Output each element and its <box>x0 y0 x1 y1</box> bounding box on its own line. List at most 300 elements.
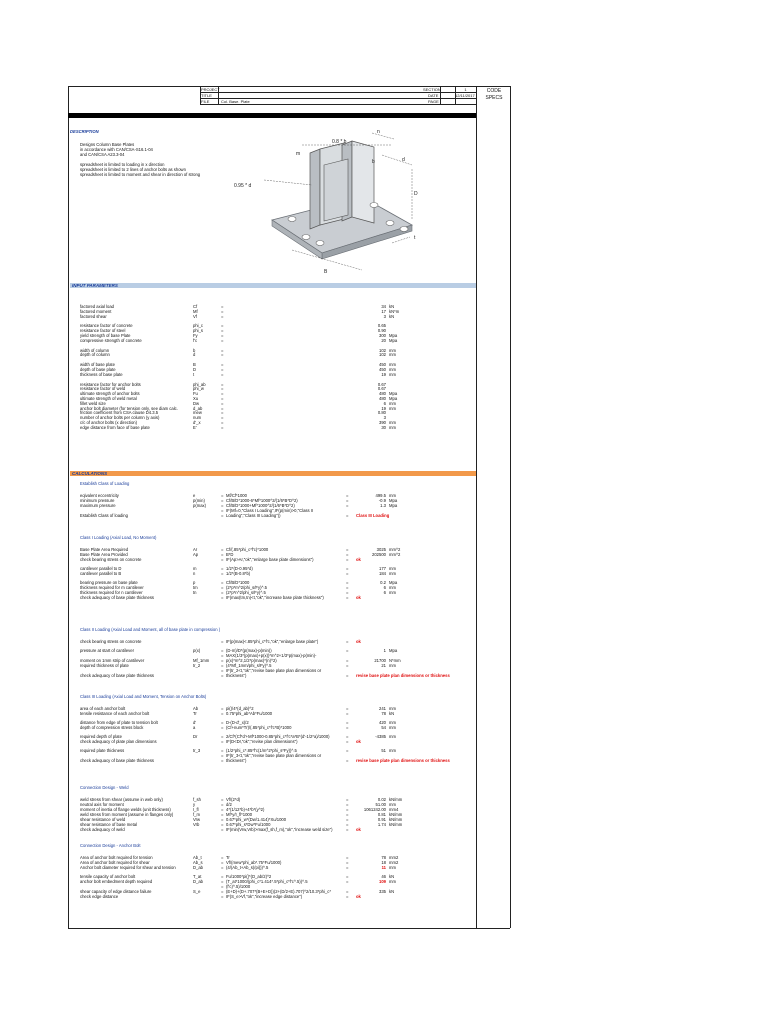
row-equals: = <box>221 802 224 807</box>
row-symbol: tr_2 <box>193 663 201 668</box>
row-unit: mm <box>389 571 396 576</box>
row-value: 390 <box>379 420 386 425</box>
row-value: -0.9 <box>378 498 386 503</box>
row-equals: = <box>221 424 224 430</box>
row-unit: mm <box>389 720 396 725</box>
row-equals: = <box>221 580 224 585</box>
row-unit: kN/mm <box>389 817 403 822</box>
row-equals-result: = <box>346 827 349 832</box>
row-symbol: d <box>193 352 196 358</box>
row-equals: = <box>221 884 224 889</box>
row-symbol: Fy <box>193 333 198 338</box>
row-unit: Mpa <box>389 396 398 401</box>
row-label: c/c of anchor bolts (x direction) <box>80 420 138 425</box>
row-formula: 4*(1/12*b)+4*b*(y^2) <box>226 807 265 812</box>
row-label: tensile capacity of anchor bolt <box>80 874 136 879</box>
row-value: -4385 <box>375 734 386 739</box>
row-equals: = <box>221 879 224 884</box>
row-value: Class III Loading <box>356 513 390 518</box>
row-unit: Mpa <box>389 503 398 508</box>
row-value: 0.67 <box>377 386 386 392</box>
row-formula: (D-m)/D*(p(max)-p(min)) <box>226 648 272 653</box>
row-label: required plate thickness <box>80 748 125 753</box>
row-value: 109 <box>379 879 386 884</box>
row-value: 184 <box>379 571 386 576</box>
row-value: 17 <box>381 308 386 314</box>
row-label: Base Plate Area Required <box>80 547 129 552</box>
row-label: required thickness of plate <box>80 663 129 668</box>
row-unit: Mpa <box>389 648 398 653</box>
row-label: shear resistance of weld <box>80 817 126 822</box>
row-symbol: S_e <box>193 889 201 894</box>
row-label: cantilever parallel to B <box>80 571 122 576</box>
row-symbol: phi_s <box>193 328 204 334</box>
row-formula: (4*Mf_1mm/phi_s/Fy)^.5 <box>226 663 272 668</box>
row-label: thickness of base plate <box>80 371 123 377</box>
row-symbol: D_ab <box>193 879 204 884</box>
row-label: check bearing stress on concrete <box>80 639 142 644</box>
row-label: thickness required for n cantilever <box>80 590 143 595</box>
row-equals-result: = <box>346 797 349 802</box>
row-equals-result: = <box>346 590 349 595</box>
row-unit: kN <box>389 874 395 879</box>
row-unit: kN*m <box>389 308 400 314</box>
row-equals: = <box>221 313 224 319</box>
row-formula: Cf/B/D*1000+Mf*1000^2/(1/6*B*D^2) <box>226 503 295 508</box>
row-unit: mm <box>389 706 396 711</box>
row-equals: = <box>221 367 224 372</box>
row-equals: = <box>221 889 224 894</box>
row-equals: = <box>221 827 224 832</box>
row-label: check edge distance <box>80 894 119 899</box>
row-equals-result: = <box>346 566 349 571</box>
row-unit: mm <box>389 734 396 739</box>
row-symbol: tn <box>193 590 197 595</box>
page-label: PAGE <box>428 99 439 104</box>
row-equals: = <box>221 648 224 653</box>
row-equals-result: = <box>346 879 349 884</box>
row-unit: mm <box>389 590 396 595</box>
row-formula: IF(tr_2<t,"ok","revise base plate plan dimensions or <box>226 668 322 673</box>
row-equals-result: = <box>346 547 349 552</box>
row-formula: (E+D)+(D+.707*(B+E+D))(2+(D/2+E).707)^2/10.3*phi_c* <box>226 889 331 894</box>
row-formula: IF(Mf=0,"Class I Loading",IF(p(min)>0,"Class II <box>226 508 314 513</box>
fig-m-label: m <box>296 151 301 157</box>
row-value: 34 <box>381 304 386 309</box>
row-label: moment of inertia of flange welds (unit thickness) <box>80 807 171 812</box>
row-symbol: Ab <box>193 706 199 711</box>
row-symbol: y <box>193 802 196 807</box>
row-value: 6 <box>383 590 386 595</box>
row-formula: Mf*y/I_fl*1000 <box>226 812 253 817</box>
row-equals: = <box>221 585 224 590</box>
row-value: 54 <box>381 725 386 730</box>
row-label: check adequacy of base plate thickness <box>80 673 155 678</box>
row-equals: = <box>221 595 224 600</box>
row-value: 21 <box>381 663 386 668</box>
row-equals-result: = <box>346 894 349 899</box>
bottom-border <box>68 928 510 929</box>
row-label: neutral axis for moment <box>80 802 124 807</box>
row-symbol: Ab_s <box>193 860 203 865</box>
project-label: PROJECT <box>201 87 220 92</box>
row-equals-result: = <box>346 817 349 822</box>
row-equals: = <box>221 503 224 508</box>
row-symbol: a <box>193 725 196 730</box>
row-equals-result: = <box>346 748 349 753</box>
row-value: 3 <box>383 313 386 319</box>
row-symbol: f_m <box>193 812 200 817</box>
section-label: SECTION <box>423 87 441 92</box>
row-value: 0.81 <box>377 812 386 817</box>
row-label: check bearing stress on concrete <box>80 557 142 562</box>
row-symbol: num <box>193 415 202 421</box>
row-equals-result: = <box>346 720 349 725</box>
row-equals: = <box>221 352 224 358</box>
row-symbol: b <box>193 347 196 353</box>
fig-top-label: 0.8 * b <box>332 139 347 145</box>
row-unit: mm <box>389 585 396 590</box>
row-symbol: Mf <box>193 308 198 314</box>
row-symbol: D <box>193 367 197 372</box>
row-equals: = <box>221 386 224 392</box>
row-value: 0.02 <box>377 797 386 802</box>
row-label: resistance factor of steel <box>80 328 126 334</box>
row-equals: = <box>221 498 224 503</box>
row-value: 177 <box>379 566 386 571</box>
row-value: 1.74 <box>377 822 386 827</box>
row-formula: Mf/Cf*1000 <box>226 493 247 498</box>
row-equals: = <box>221 639 224 644</box>
row-equals: = <box>221 739 224 744</box>
row-symbol: Fu <box>193 391 198 397</box>
row-formula: pi()/4*(d_ab)^2 <box>226 706 254 711</box>
row-label: minimum pressure <box>80 498 115 503</box>
row-equals: = <box>221 405 224 411</box>
row-unit: mm <box>389 347 396 353</box>
row-label: distance from edge of plate to tension bolt <box>80 720 158 725</box>
row-unit: kN <box>389 304 395 309</box>
row-value: ok <box>356 595 361 600</box>
row-value: ok <box>356 894 361 899</box>
row-value: 1.3 <box>380 503 386 508</box>
row-equals: = <box>221 748 224 753</box>
row-formula: IF(max(tm,tn)<t,"ok","increase base plate thickness") <box>226 595 324 600</box>
row-equals-result: = <box>346 552 349 557</box>
row-value: revise base plate plan dimensions or thickness <box>356 673 450 678</box>
row-equals: = <box>221 720 224 725</box>
row-unit: mm <box>389 352 396 358</box>
row-formula: Cf/(.85*phi_c*f'c)*1000 <box>226 547 269 552</box>
row-symbol: D_ab <box>193 865 204 870</box>
row-unit: mm <box>389 367 396 372</box>
row-label: check adequacy of weld <box>80 827 125 832</box>
row-symbol: m <box>193 566 197 571</box>
row-equals-result: = <box>346 706 349 711</box>
row-symbol: p(x) <box>193 648 201 653</box>
row-equals: = <box>221 706 224 711</box>
row-formula: (Cf+num*Tr)/(.85*phi_c*f'c*B)*1000 <box>226 725 292 730</box>
row-symbol: Xu <box>193 396 199 401</box>
row-label: resistance factor for anchor bolts <box>80 381 141 387</box>
row-formula: 1/2*(B-0.8*b) <box>226 571 251 576</box>
row-label: fillet weld size <box>80 400 106 406</box>
row-equals: = <box>221 817 224 822</box>
row-value: 51 <box>381 748 386 753</box>
row-equals: = <box>221 865 224 870</box>
row-equals: = <box>221 668 224 673</box>
row-equals-result: = <box>346 739 349 744</box>
row-equals-result: = <box>346 822 349 827</box>
row-formula: IF(Ap>Ar,"ok","enlarge base plate dimensions") <box>226 557 314 562</box>
row-label: width of base plate <box>80 362 115 368</box>
row-formula: thickness") <box>226 673 247 678</box>
row-equals: = <box>221 508 224 513</box>
row-value: 0.2 <box>380 580 386 585</box>
row-formula: 0.67*phi_w*(Dw/1.414)*Xu/1000 <box>226 817 287 822</box>
row-equals-result: = <box>346 557 349 562</box>
calc-section-title: Class II Loading (Axial Load and Moment, all of base plate in compression ) <box>80 627 221 632</box>
section-value: 1 <box>464 87 467 92</box>
row-equals: = <box>221 557 224 562</box>
row-symbol: phi_ab <box>193 381 206 387</box>
calc-section-title: Class I Loading (Axial Load, No Moment) <box>80 535 157 540</box>
row-label: weld stress from shear (assume in web only) <box>80 797 163 802</box>
row-equals-result: = <box>346 639 349 644</box>
row-symbol: Cf <box>193 304 198 309</box>
row-equals: = <box>221 337 224 343</box>
row-equals: = <box>221 758 224 763</box>
row-unit: mm2 <box>389 860 399 865</box>
row-unit: kN <box>389 711 395 716</box>
row-unit: mm <box>389 371 396 377</box>
row-equals: = <box>221 381 224 387</box>
row-label: eqivalent eccentricity <box>80 493 119 498</box>
row-value: 78 <box>381 855 386 860</box>
row-equals-result: = <box>346 663 349 668</box>
row-equals: = <box>221 711 224 716</box>
row-unit: kN/mm <box>389 797 403 802</box>
row-equals-result: = <box>346 860 349 865</box>
row-equals-result: = <box>346 580 349 585</box>
row-symbol: tm <box>193 585 198 590</box>
row-unit: Mpa <box>389 498 398 503</box>
row-equals: = <box>221 304 224 309</box>
row-formula: Fu/1000*pi()*(D_ab/2)^2 <box>226 874 272 879</box>
row-formula: 0.67*phi_s*Dw*Fu/1000 <box>226 822 271 827</box>
row-label: factored moment <box>80 308 112 314</box>
row-equals-result: = <box>346 571 349 576</box>
row-value: 102 <box>379 347 386 353</box>
row-value: 51.00 <box>375 802 386 807</box>
description-line: in accordance with CAN/CSA-S16.1-04 <box>80 147 153 152</box>
row-formula: (T_at*1000/(phi_c*1.414*.5*phi_c*f'c^.5))^.5 <box>226 879 308 884</box>
row-symbol: p <box>193 580 196 585</box>
row-equals: = <box>221 410 224 416</box>
row-formula: MAX(1/3*(p(max)+p(x))*m^2+1/3*p(max)-p(min)- <box>226 653 317 658</box>
row-value: ok <box>356 639 361 644</box>
header-black-bar <box>68 113 476 118</box>
row-label: tensile resistance of each anchor bolt <box>80 711 150 716</box>
row-label: ultimate strength of anchor bolts <box>80 391 140 397</box>
row-equals-result: = <box>346 734 349 739</box>
row-formula: (4/(Ab_t+Ab_s)/pi())^.5 <box>226 865 269 870</box>
row-label: Base Plate Area Provided <box>80 552 128 557</box>
row-value: 480 <box>379 396 386 401</box>
row-symbol: mew <box>193 410 202 416</box>
row-label: required depth of plate <box>80 734 122 739</box>
row-formula: Vf/(mew*phi_ab*.75*Fu/1000) <box>226 860 282 865</box>
row-unit: mm <box>389 879 396 884</box>
date-label: DATE <box>428 93 439 98</box>
code-specs-line2: SPECS <box>485 95 503 101</box>
row-value: 1061242.00 <box>363 807 386 812</box>
row-unit: mm <box>389 748 396 753</box>
row-value: 202500 <box>372 552 386 557</box>
description-heading: DESCRIPTION <box>70 129 99 134</box>
row-unit: kN/mm <box>389 812 403 817</box>
row-symbol: f'c <box>193 337 198 343</box>
row-label: anchor bolt embedment depth required <box>80 879 153 884</box>
row-label: depth of compression stress block <box>80 725 144 730</box>
row-symbol: Vrw <box>193 817 201 822</box>
row-symbol: t <box>193 371 195 377</box>
row-label: compressive strength of concrete <box>80 337 142 343</box>
row-equals-result: = <box>346 585 349 590</box>
row-equals: = <box>221 725 224 730</box>
row-equals: = <box>221 333 224 338</box>
row-equals: = <box>221 362 224 368</box>
row-equals: = <box>221 812 224 817</box>
right-border <box>510 86 511 928</box>
row-formula: Loading","Class III Loading")) <box>226 513 281 518</box>
row-value: 11 <box>381 865 386 870</box>
description-line: spreadsheet is limited to 2 lines of anchor bolts as shown <box>80 167 186 172</box>
row-equals-result: = <box>346 493 349 498</box>
row-formula: Cf/B/D*1000-6*Mf*1000^2/(1/6*B*D^2) <box>226 498 298 503</box>
row-equals: = <box>221 663 224 668</box>
row-equals: = <box>221 391 224 397</box>
row-equals-result: = <box>346 498 349 503</box>
row-unit: mm^2 <box>389 552 401 557</box>
row-label: yield strength of base Plate <box>80 333 131 338</box>
fig-d-label: d <box>402 157 405 163</box>
file-value: Col. Base. Plate <box>221 99 250 104</box>
row-equals: = <box>221 308 224 314</box>
row-unit: mm <box>389 405 396 411</box>
row-symbol: T_at <box>193 874 202 879</box>
row-equals-result: = <box>346 658 349 663</box>
row-symbol: d_ab <box>193 405 203 411</box>
row-equals: = <box>221 658 224 663</box>
row-label: friction coefficient from CSA clause D4.3.5 <box>80 410 159 416</box>
row-symbol: d' <box>193 720 197 725</box>
row-value: 450 <box>379 362 386 368</box>
row-formula: p(x)*m^2,1/2*p(max)*(n)^2) <box>226 658 277 663</box>
row-value: 0.91 <box>377 817 386 822</box>
row-label: cantilever parallel to D <box>80 566 122 571</box>
row-equals: = <box>221 653 224 658</box>
row-value: 18 <box>381 860 386 865</box>
row-value: 6 <box>383 585 386 590</box>
file-label: FILE <box>201 99 210 104</box>
row-value: 0.65 <box>377 323 386 329</box>
row-symbol: B <box>193 362 196 368</box>
row-equals: = <box>221 855 224 860</box>
row-unit: Mpa <box>389 333 398 338</box>
calc-section-title: Establish Class of Loading <box>80 481 130 486</box>
row-equals: = <box>221 493 224 498</box>
row-equals: = <box>221 552 224 557</box>
row-equals-result: = <box>346 807 349 812</box>
row-symbol: f_sh <box>193 797 201 802</box>
row-equals: = <box>221 860 224 865</box>
row-formula: (1/2*phi_c*.85*f'c(1/m^2*phi_s*Fy))^.5 <box>226 748 297 753</box>
row-formula: (f'c)^.5)/1000 <box>226 884 251 889</box>
row-unit: mm <box>389 663 396 668</box>
row-label: check adequacy of base plate thickness <box>80 595 155 600</box>
row-formula: thickness") <box>226 758 247 763</box>
row-label: depth of base plate <box>80 367 116 372</box>
row-equals: = <box>221 323 224 329</box>
row-label: resistance factor of weld <box>80 386 126 392</box>
row-equals-result: = <box>346 874 349 879</box>
row-value: 241 <box>379 706 386 711</box>
row-label: check adequacy of plate plan dimensions <box>80 739 157 744</box>
row-symbol: phi_c <box>193 323 204 329</box>
row-label: anchor bolt diameter (for tension only, see diam calc. <box>80 405 178 411</box>
row-equals-result: = <box>346 855 349 860</box>
row-unit: mm <box>389 400 396 406</box>
row-value: 0.67 <box>377 381 386 387</box>
row-value: ok <box>356 739 361 744</box>
row-label: weld stress from moment (assume in flanges only) <box>80 812 174 817</box>
date-value: 12/11/2017 <box>455 93 475 98</box>
row-symbol: Mf_1mm <box>193 658 210 663</box>
row-value: 3 <box>383 415 386 421</box>
row-label: Establish Class of loading <box>80 513 128 518</box>
row-label: resistance factor of concrete <box>80 323 133 329</box>
row-equals: = <box>221 420 224 425</box>
row-formula: IF(D<Dr,"ok","revise plan dimensions") <box>226 739 298 744</box>
row-label: Area of anchor bolt required for tension <box>80 855 153 860</box>
row-unit: mm4 <box>389 807 399 812</box>
row-label: Anchor bolt diameter required for shear and tension <box>80 865 176 870</box>
left-border <box>68 86 69 928</box>
row-value: 499.5 <box>375 493 386 498</box>
row-equals-result: = <box>346 802 349 807</box>
row-equals-result: = <box>346 711 349 716</box>
row-formula: 1/2*(D-0.95*d) <box>226 566 253 571</box>
calc-section-title: Connection Design - Weld <box>80 785 129 790</box>
description-line: Designs Column Base Plates <box>80 142 135 147</box>
row-unit: mm <box>389 424 396 430</box>
row-formula: IF(S_e>Vf,"ok","increase edge distance") <box>226 894 303 899</box>
row-value: 1 <box>383 648 386 653</box>
row-formula: IF(tr_3<t,"ok","revise base plate plan dimensions or <box>226 753 322 758</box>
fig-t-label: t <box>414 235 416 241</box>
row-value: 19 <box>381 405 386 411</box>
row-equals-result: = <box>346 758 349 763</box>
row-equals: = <box>221 571 224 576</box>
row-unit: kN <box>389 889 395 894</box>
row-value: ok <box>356 827 361 832</box>
row-label: number of anchor bolts per column (y axis) <box>80 415 160 421</box>
row-symbol: Tr <box>193 711 197 716</box>
row-equals: = <box>221 371 224 377</box>
row-equals-result: = <box>346 812 349 817</box>
row-formula: IF(p(max)<.85*phi_c*f'c,"ok","enlarge base plate") <box>226 639 319 644</box>
